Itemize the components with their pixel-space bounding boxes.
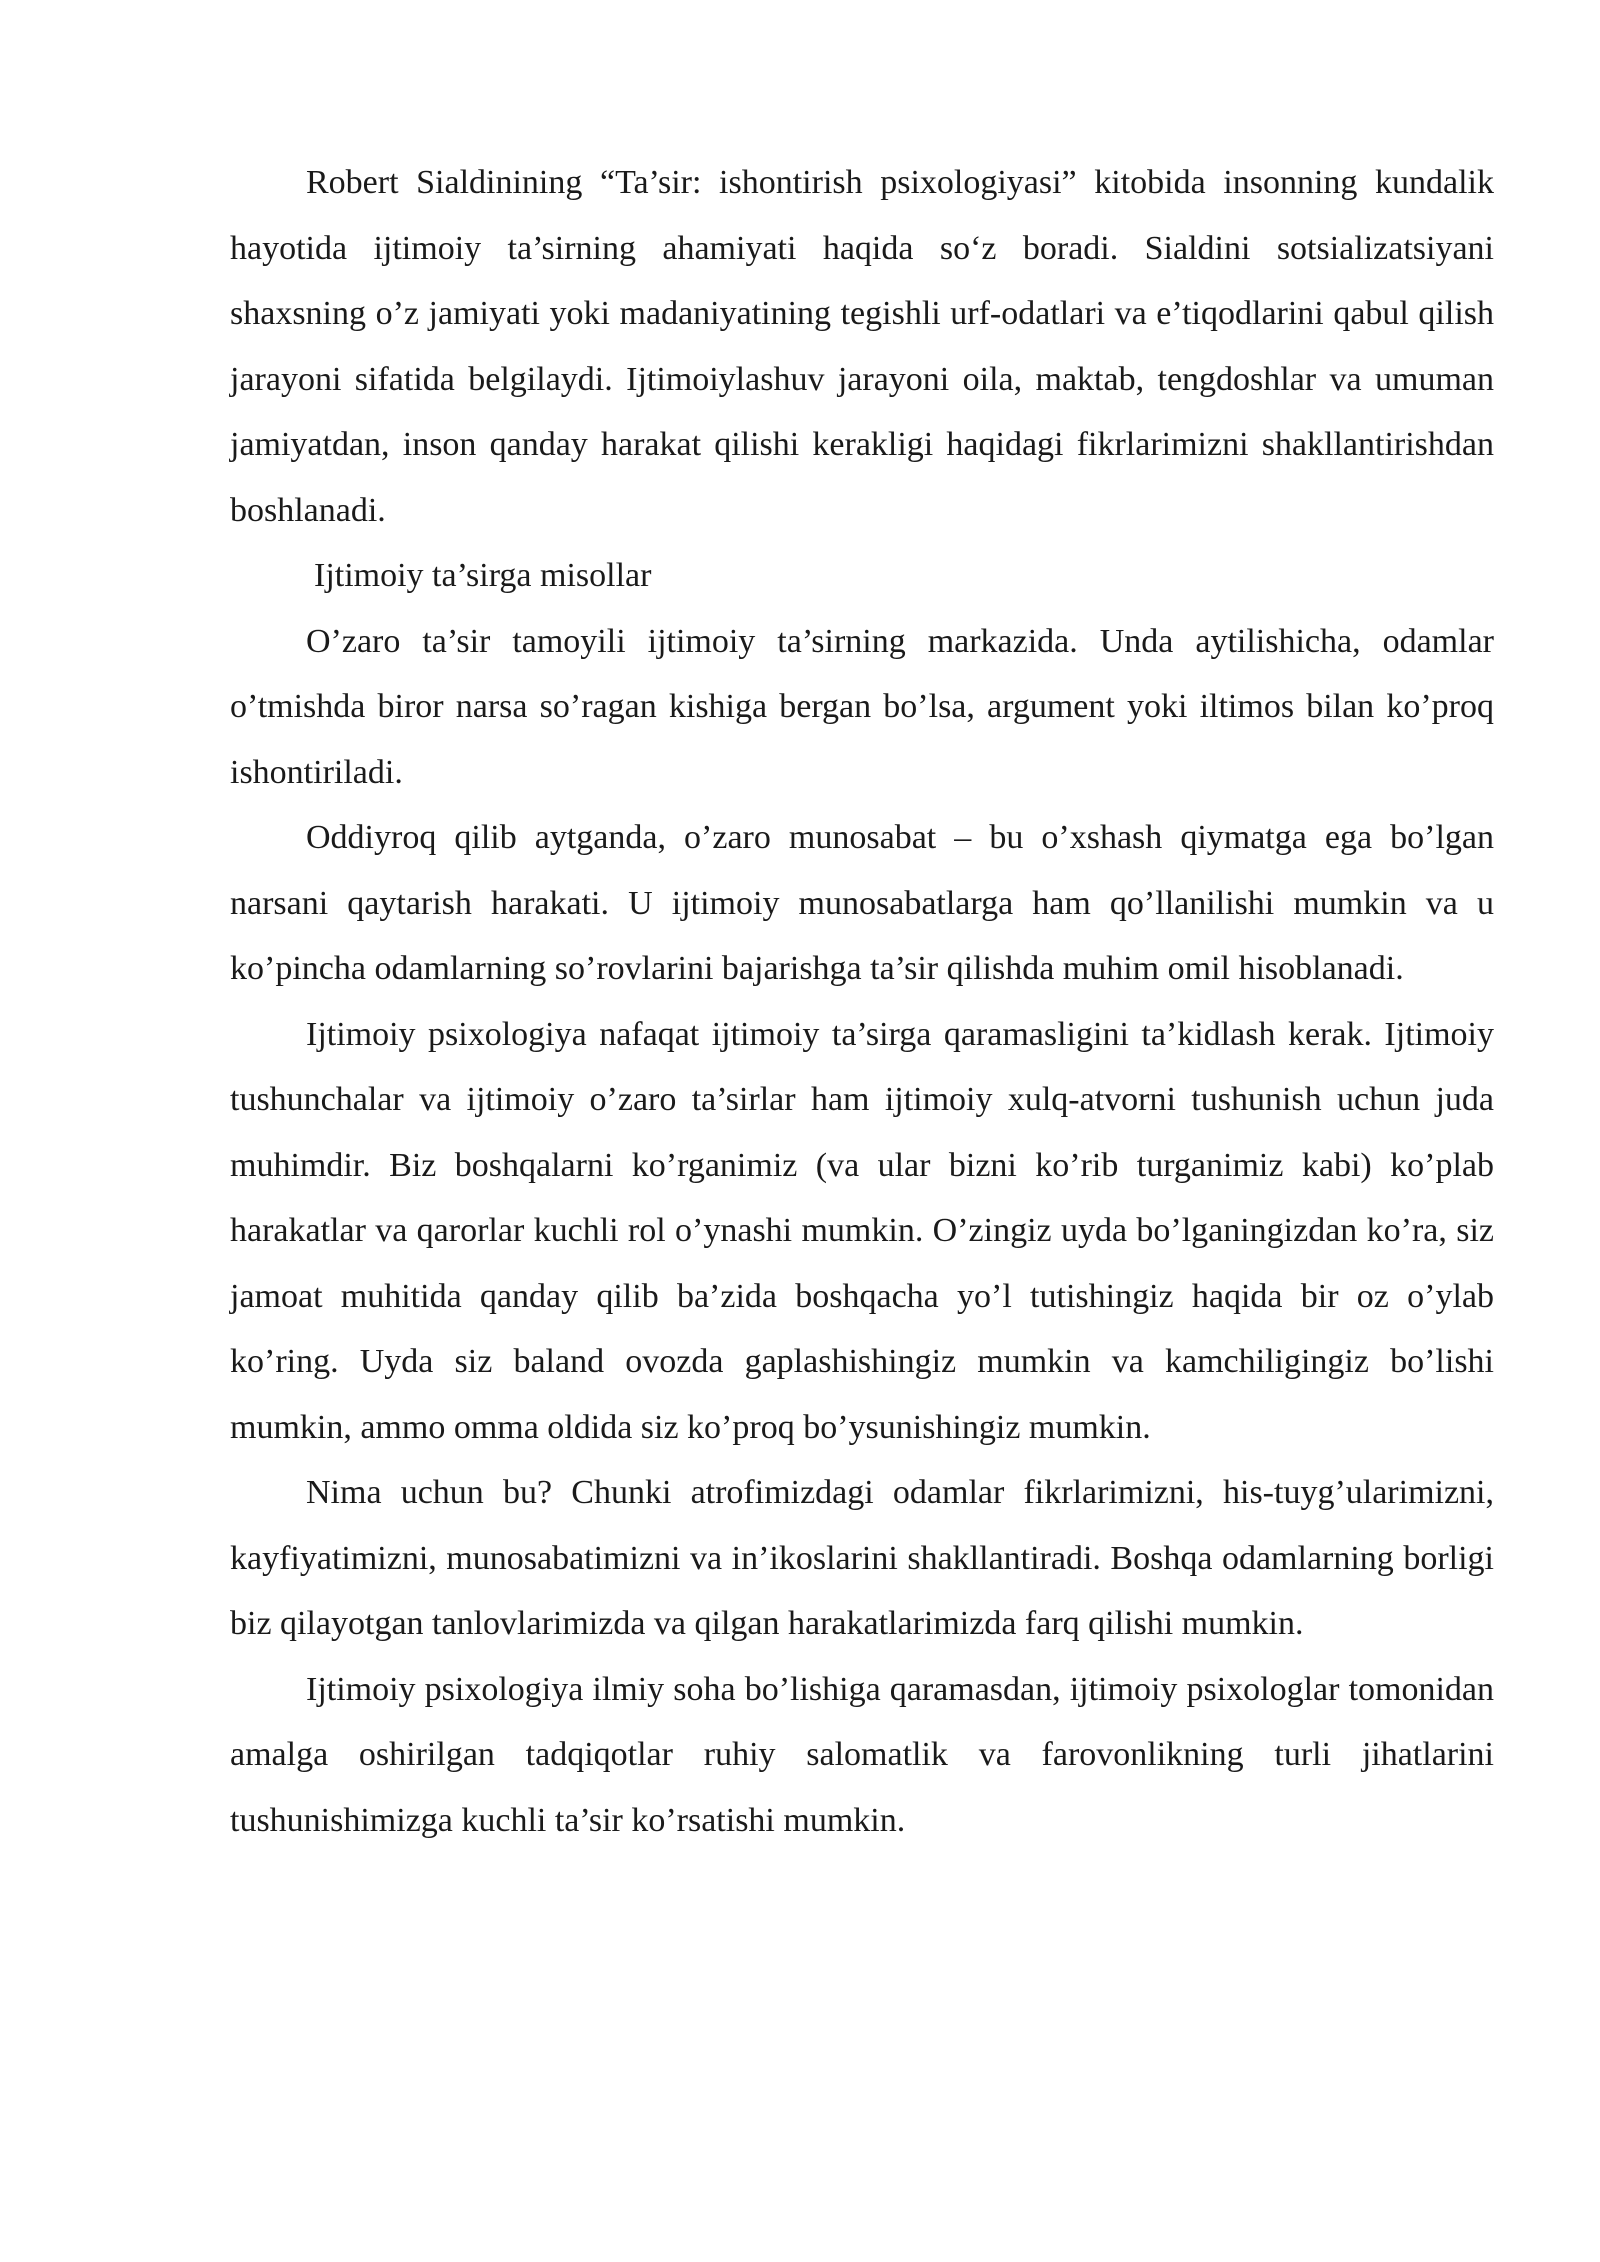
- paragraph-social-psychology: Ijtimoiy psixologiya nafaqat ijtimoiy ta’sirga qaramasligini ta’kidlash kerak. Ijtimoiy tushunchalar va ijtimoiy o’zaro ta’sirlar ham ijtimoiy xulq-atvorni tushunish uchun juda muhimdir. Biz boshqalarni ko’rganimiz (va ular bizni ko’rib turganimiz kabi) ko’plab harakatlar va qarorlar kuchli rol o’ynashi mumkin. O’zingiz uyda bo’lganingizdan ko’ra, siz jamoat muhitida qanday qilib ba’zida boshqacha yo’l tutishingiz haqida bir oz o’ylab ko’ring. Uyda siz baland ovozda gaplashishingiz mumkin va kamchiligingiz bo’lishi mumkin, ammo omma oldida siz ko’proq bo’ysunishingiz mumkin.: [230, 1015, 1494, 1446]
- paragraph-sialdini-intro: Robert Sialdinining “Ta’sir: ishontirish psixologiyasi” kitobida insonning kundalik hayotida ijtimoiy ta’sirning ahamiyati haqida so‘z boradi. Sialdini sotsializatsiyani shaxsning o’z jamiyati yoki madaniyatining tegishli urf-odatlari va e’tiqodlarini qabul qilish jarayoni sifatida belgilaydi. Ijtimoiylashuv jarayoni oila, maktab, tengdoshlar va umuman jamiyatdan, inson qanday harakat qilishi kerakligi haqidagi fikrlarimizni shakllantirishdan boshlanadi.: [230, 164, 1494, 529]
- section-heading: Ijtimoiy ta’sirga misollar: [314, 557, 652, 594]
- paragraph-why: Nima uchun bu? Chunki atrofimizdagi odamlar fikrlarimizni, his-tuyg’ularimizni, kayfiyatimizni, munosabatimizni va in’ikoslarini shakllantiradi. Boshqa odamlarning borligi biz qilayotgan tanlovlarimizda va qilgan harakatlarimizda farq qilishi mumkin.: [230, 1474, 1494, 1642]
- paragraph-reciprocity-simple: Oddiyroq qilib aytganda, o’zaro munosabat – bu o’xshash qiymatga ega bo’lgan narsani qaytarish harakati. U ijtimoiy munosabatlarga ham qo’llanilishi mumkin va u ko’pincha odamlarning so’rovlarini bajarishga ta’sir qilishda muhim omil hisoblanadi.: [230, 819, 1494, 987]
- paragraph-research: Ijtimoiy psixologiya ilmiy soha bo’lishiga qaramasdan, ijtimoiy psixologlar tomonidan amalga oshirilgan tadqiqotlar ruhiy salomatlik va farovonlikning turli jihatlarini tushunishimizga kuchli ta’sir ko’rsatishi mumkin.: [230, 1670, 1494, 1839]
- paragraph-reciprocity-principle: O’zaro ta’sir tamoyili ijtimoiy ta’sirning markazida. Unda aytilishicha, odamlar o’tmishda biror narsa so’ragan kishiga bergan bo’lsa, argument yoki iltimos bilan ko’proq ishontiriladi.: [230, 622, 1494, 791]
